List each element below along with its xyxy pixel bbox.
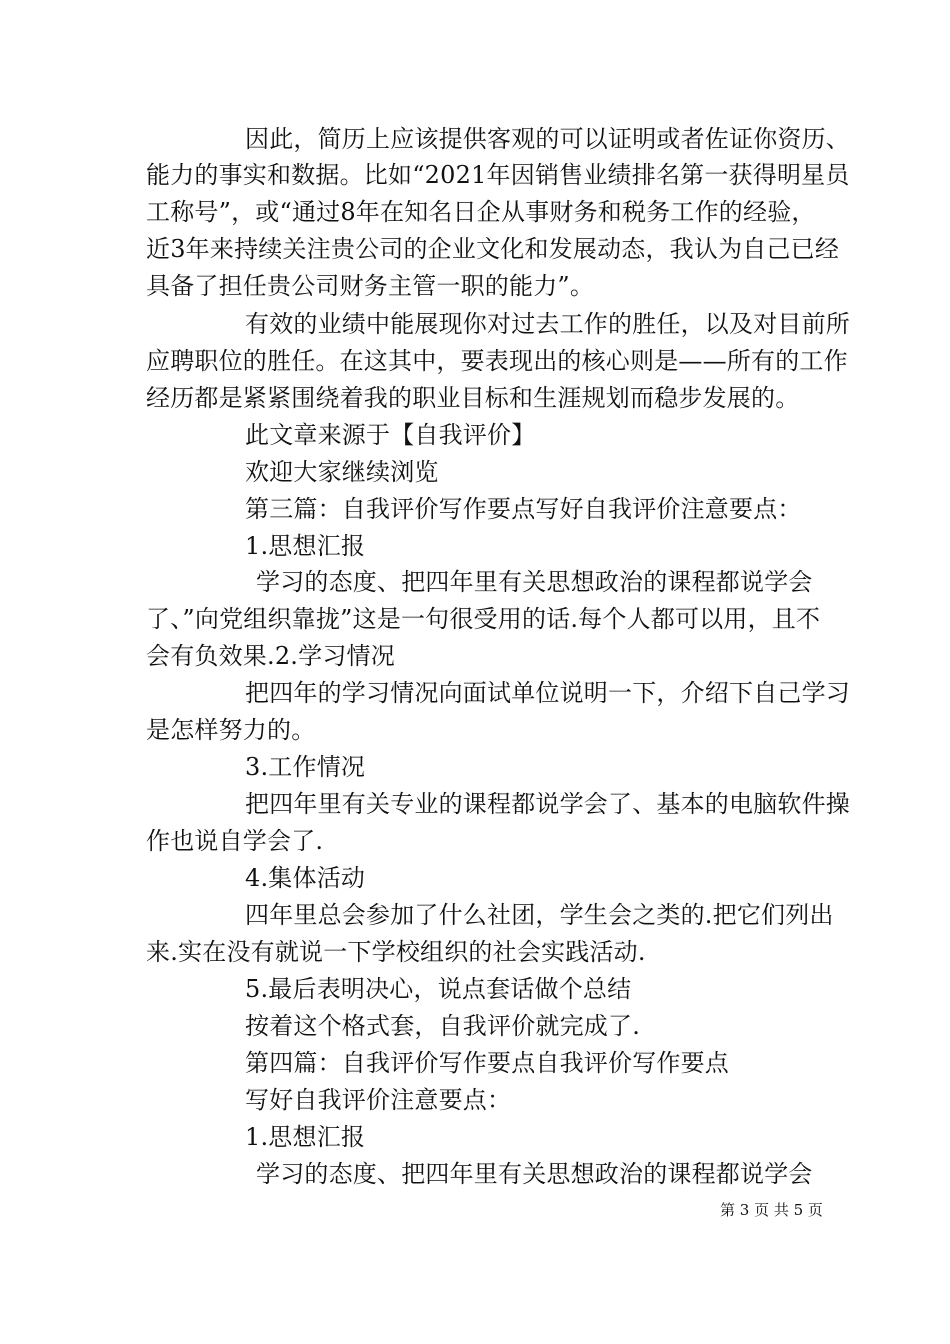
body-text-line: 按着这个格式套，自我评价就完成了. bbox=[245, 1012, 641, 1040]
body-text-line: 学习的态度、把四年里有关思想政治的课程都说学会 bbox=[256, 568, 813, 596]
body-text-line: 会有负效果.2.学习情况 bbox=[146, 642, 395, 670]
body-text-line: 把四年里有关专业的课程都说学会了、基本的电脑软件操 bbox=[245, 790, 850, 818]
body-text-line: 工称号”，或“通过8年在知名日企从事财务和税务工作的经验， bbox=[146, 198, 816, 226]
section-heading: 第四篇：自我评价写作要点自我评价写作要点 bbox=[245, 1049, 729, 1077]
body-text-line: 学习的态度、把四年里有关思想政治的课程都说学会 bbox=[256, 1160, 813, 1188]
body-text-line: 了、”向党组织靠拢”这是一句很受用的话.每个人都可以用，且不 bbox=[146, 605, 821, 633]
body-text-line: 写好自我评价注意要点： bbox=[245, 1086, 512, 1114]
body-text-line: 作也说自学会了. bbox=[146, 827, 324, 855]
body-text-line: 是怎样努力的。 bbox=[146, 716, 316, 744]
list-item-heading: 3.工作情况 bbox=[245, 753, 366, 781]
body-text-line: 能力的事实和数据。比如“2021年因销售业绩排名第一获得明星员 bbox=[146, 161, 850, 189]
body-text-line: 把四年的学习情况向面试单位说明一下，介绍下自己学习 bbox=[245, 679, 850, 707]
list-item-heading: 5.最后表明决心，说点套话做个总结 bbox=[245, 975, 632, 1003]
body-text-line: 四年里总会参加了什么社团，学生会之类的.把它们列出 bbox=[245, 901, 834, 929]
page-number-footer: 第 3 页 共 5 页 bbox=[720, 1201, 823, 1219]
list-item-heading: 1.思想汇报 bbox=[245, 1123, 366, 1151]
source-note: 此文章来源于【自我评价】 bbox=[245, 421, 536, 449]
body-text-line: 经历都是紧紧围绕着我的职业目标和生涯规划而稳步发展的。 bbox=[146, 384, 800, 412]
body-text-line: 近3年来持续关注贵公司的企业文化和发展动态，我认为自己已经 bbox=[146, 235, 840, 263]
body-text-line: 具备了担任贵公司财务主管一职的能力”。 bbox=[146, 272, 595, 300]
body-text-line: 来.实在没有就说一下学校组织的社会实践活动. bbox=[146, 938, 646, 966]
welcome-note: 欢迎大家继续浏览 bbox=[245, 458, 439, 486]
list-item-heading: 1.思想汇报 bbox=[245, 532, 366, 560]
body-text-line: 有效的业绩中能展现你对过去工作的胜任，以及对目前所 bbox=[245, 310, 850, 338]
section-heading: 第三篇：自我评价写作要点写好自我评价注意要点： bbox=[245, 495, 802, 523]
body-text-line: 因此，简历上应该提供客观的可以证明或者佐证你资历、 bbox=[245, 125, 850, 153]
list-item-heading: 4.集体活动 bbox=[245, 864, 366, 892]
body-text-line: 应聘职位的胜任。在这其中，要表现出的核心则是——所有的工作 bbox=[146, 347, 848, 375]
